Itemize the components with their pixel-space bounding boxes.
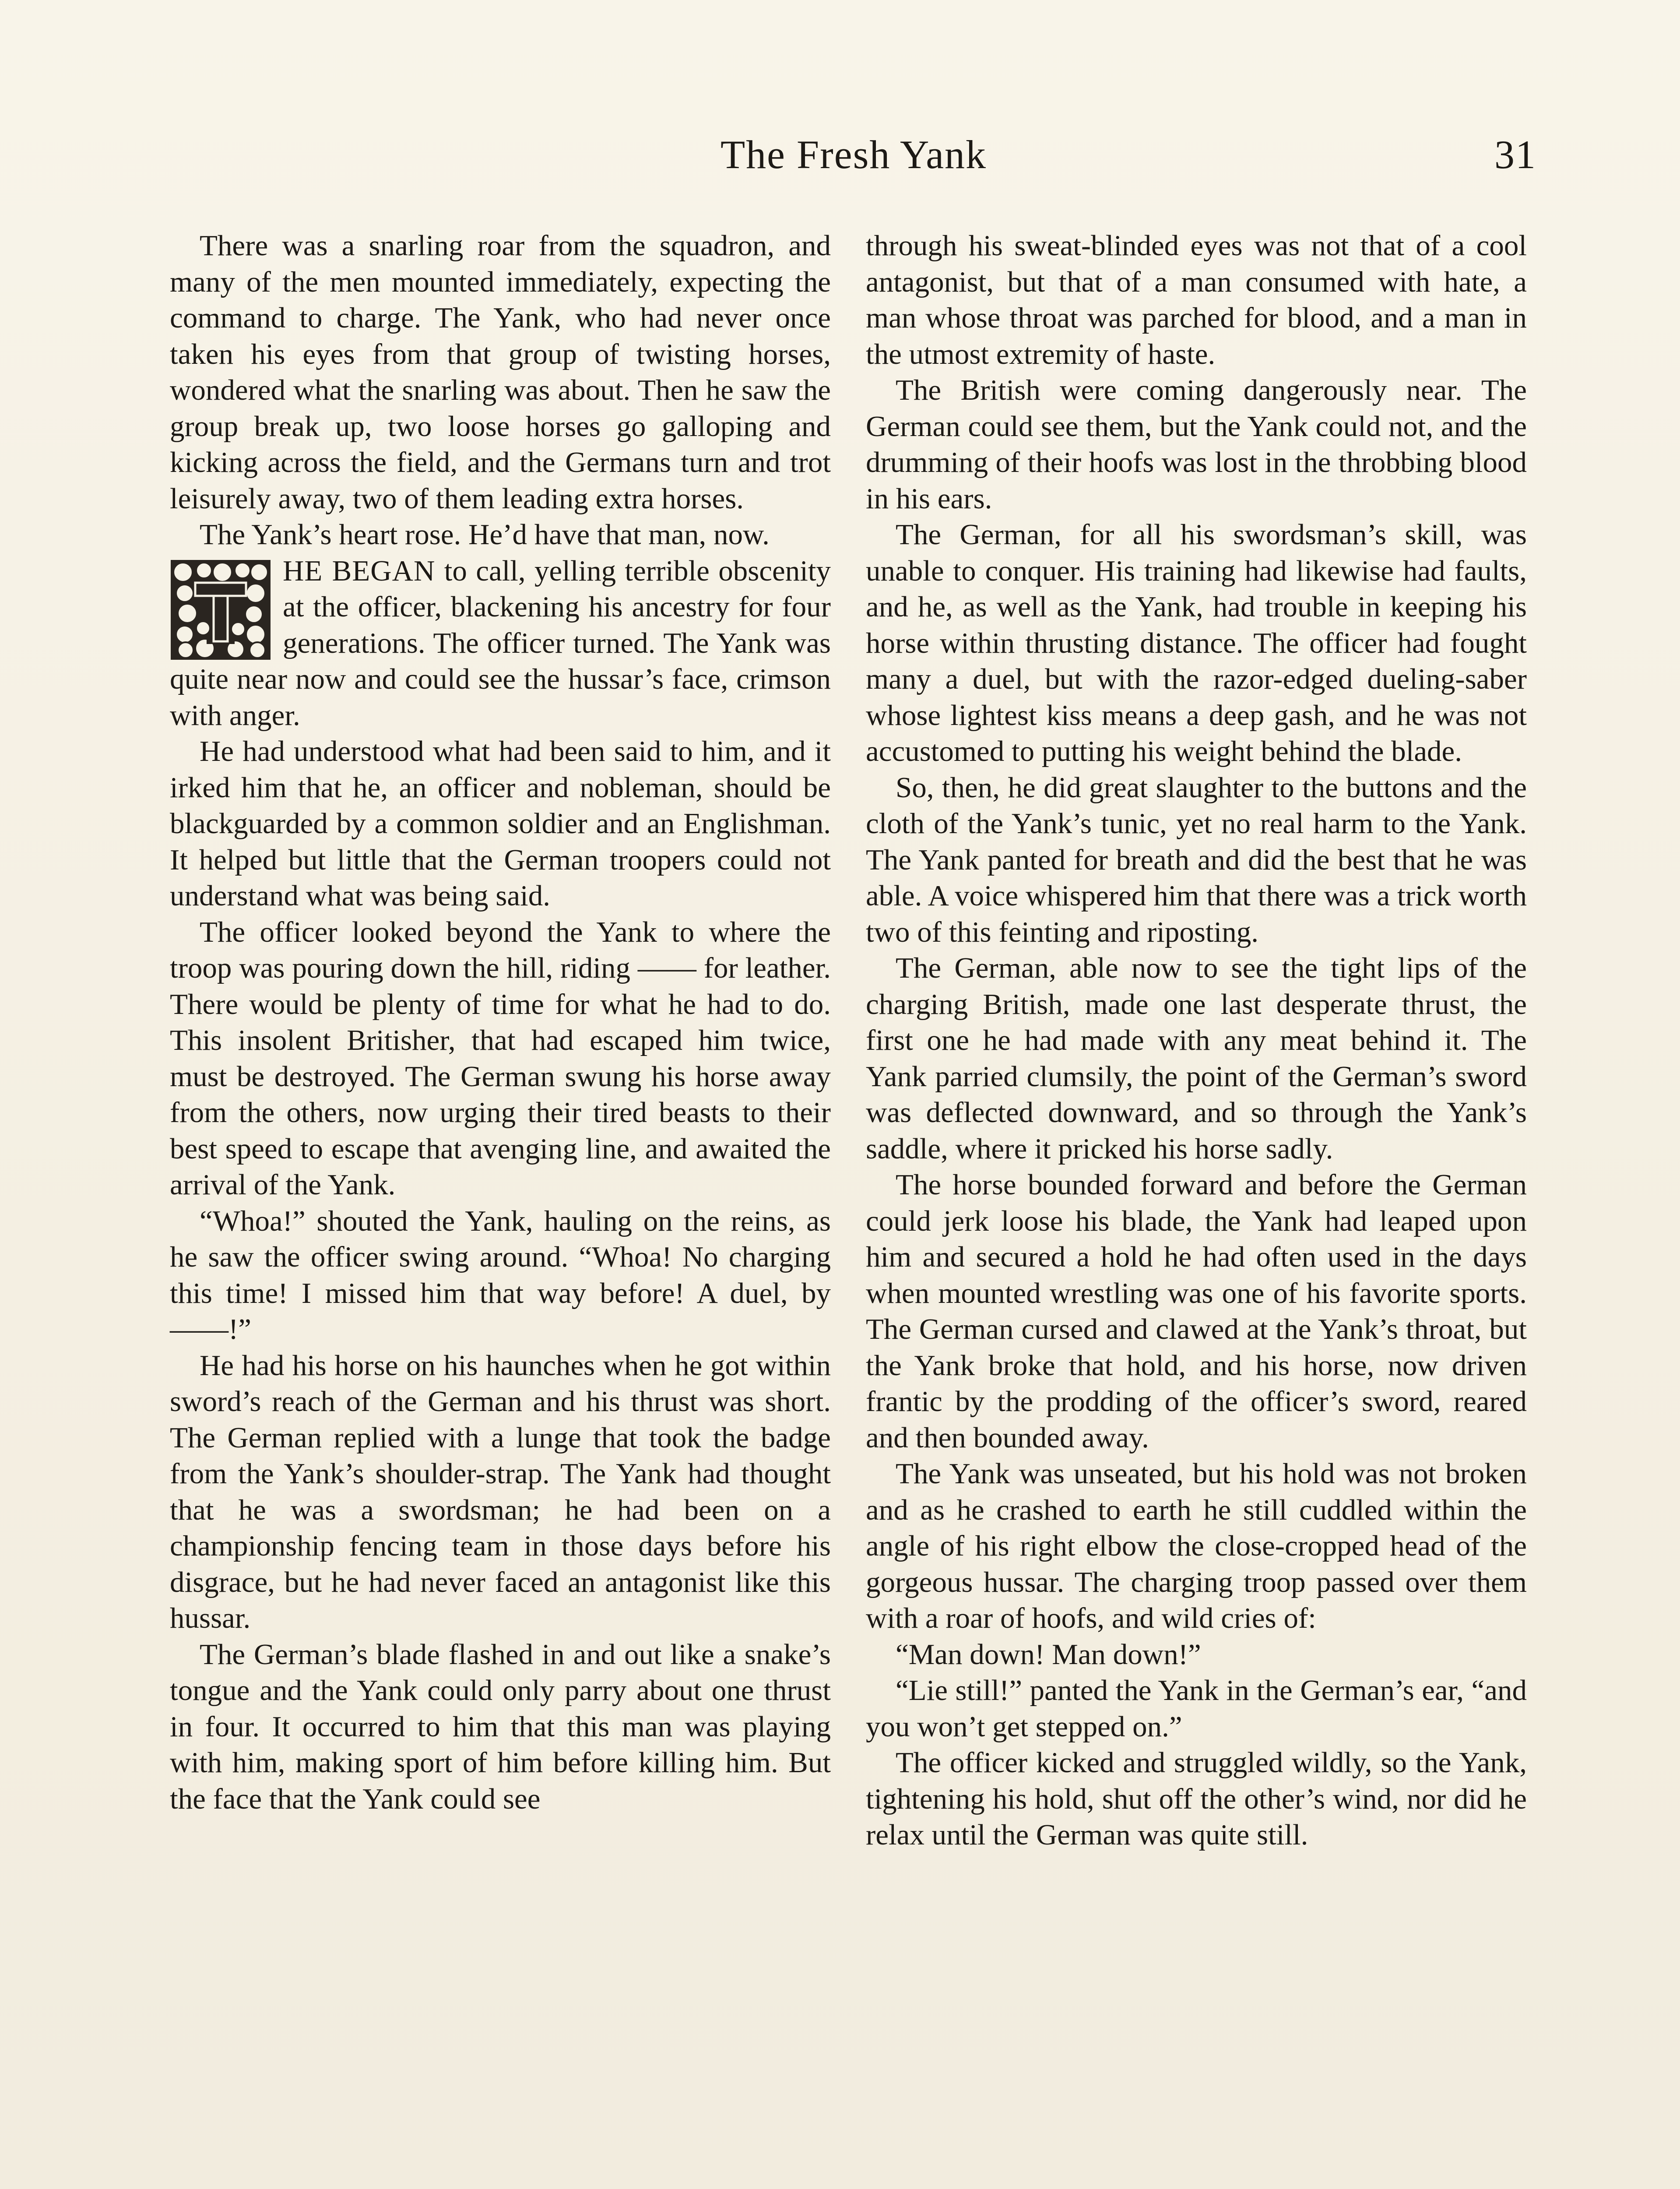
paragraph: “Whoa!” shouted the Yank, hauling on the reins, as he saw the officer swing around. “Whoa! No charging this time! I missed him that way before! A duel, by——!” (170, 1204, 831, 1345)
paragraph-lead-caps: HE BEGAN (283, 554, 436, 587)
running-title: The Fresh Yank (720, 132, 987, 177)
paragraph: The officer looked beyond the Yank to where the troop was pouring down the hill, riding —— for leather. There would be plenty of time for what he had to do. This insolent Britisher, that had escaped him twice, must be destroyed. The German swung his horse away from the others, now urging their tired beasts to their best speed to escape that avenging line, and awaited the arrival of the Yank. (170, 915, 831, 1201)
page-number: 31 (1494, 132, 1536, 177)
right-column (866, 228, 1527, 1853)
paragraph: So, then, he did great slaughter to the buttons and the cloth of the Yank’s tunic, yet no real harm to the Yank. The Yank panted for breath and did the best that he was able. A voice whispered him that there was a trick worth two of this feinting and riposting. (866, 771, 1527, 948)
running-header (171, 131, 1536, 188)
paragraph: The British were coming dangerously near. The German could see them, but the Yank could not, and the drumming of their hoofs was lost in the throbbing blood in his ears. (866, 374, 1527, 515)
paragraph: He had his horse on his haunches when he got within sword’s reach of the German and his thrust was short. The German replied with a lunge that took the badge from the Yank’s shoulder-strap. The Yank had thought that he was a swordsman; he had been on a championship fencing team in those days before his disgrace, but he had never faced an antagonist like this hussar. (170, 1349, 831, 1634)
dropcap-paragraph (170, 553, 831, 734)
paragraph: The Yank’s heart rose. He’d have that man, now. (200, 518, 770, 551)
paragraph: There was a snarling roar from the squadron, and many of the men mounted immediately, expecting the command to charge. The Yank, who had never once taken his eyes from that group of twisting horses, wondered what the snarling was about. Then he saw the group break up, two loose horses go galloping and kicking across the field, and the Germans turn and trot leisurely away, two of them leading extra horses. (170, 229, 831, 515)
paragraph: “Lie still!” panted the Yank in the German’s ear, “and you won’t get stepped on.” (866, 1674, 1527, 1743)
paragraph: The horse bounded forward and before the German could jerk loose his blade, the Yank had leaped upon him and secured a hold he had often used in the days when mounted wrestling was one of his favorite sports. The German cursed and clawed at the Yank’s throat, but the Yank broke that hold, and his horse, now driven frantic by the prodding of the officer’s sword, reared and then bounded away. (866, 1168, 1527, 1454)
paragraph: The Yank was unseated, but his hold was not broken and as he crashed to earth he still cuddled within the angle of his right elbow the close-cropped head of the gorgeous hussar. The charging troop passed over them with a roar of hoofs, and wild cries of: (866, 1457, 1527, 1634)
paragraph: “Man down! Man down!” (896, 1638, 1201, 1671)
paragraph: The German’s blade flashed in and out like a snake’s tongue and the Yank could only parry about one thrust in four. It occurred to him that this man was playing with him, making sport of him before killing him. But the face that the Yank could see (170, 1638, 831, 1815)
story-columns (170, 228, 1527, 2189)
paragraph: The German, able now to see the tight lips of the charging British, made one last desperate thrust, the first one he had made with any meat behind it. The Yank parried clumsily, the point of the German’s sword was deflected downward, and so through the Yank’s saddle, where it pricked his horse sadly. (866, 952, 1527, 1165)
left-column (170, 228, 831, 1817)
paragraph: The German, for all his swordsman’s skill, was unable to conquer. His training had likewise had faults, and he, as well as the Yank, had trouble in keeping his horse within thrusting distance. The officer had fought many a duel, but with the razor-edged dueling-saber whose lightest kiss means a deep gash, and he was not accustomed to putting his weight behind the blade. (866, 518, 1527, 767)
ornamental-dropcap-t-icon (170, 559, 271, 661)
paragraph-text: to call, yelling terrible obscenity at the officer, blackening his ancestry for four generations. The officer turned. The Yank was quite near now and could see the hussar’s face, crimson with anger. (170, 554, 831, 732)
paragraph: The officer kicked and struggled wildly, so the Yank, tightening his hold, shut off the other’s wind, nor did he relax until the German was quite still. (866, 1746, 1527, 1851)
paragraph: He had understood what had been said to him, and it irked him that he, an officer and nobleman, should be blackguarded by a common soldier and an Englishman. It helped but little that the German troopers could not understand what was being said. (170, 735, 831, 912)
paragraph: through his sweat-blinded eyes was not that of a cool antagonist, but that of a man consumed with hate, a man whose throat was parched for blood, and a man in the utmost extremity of haste. (866, 229, 1527, 370)
